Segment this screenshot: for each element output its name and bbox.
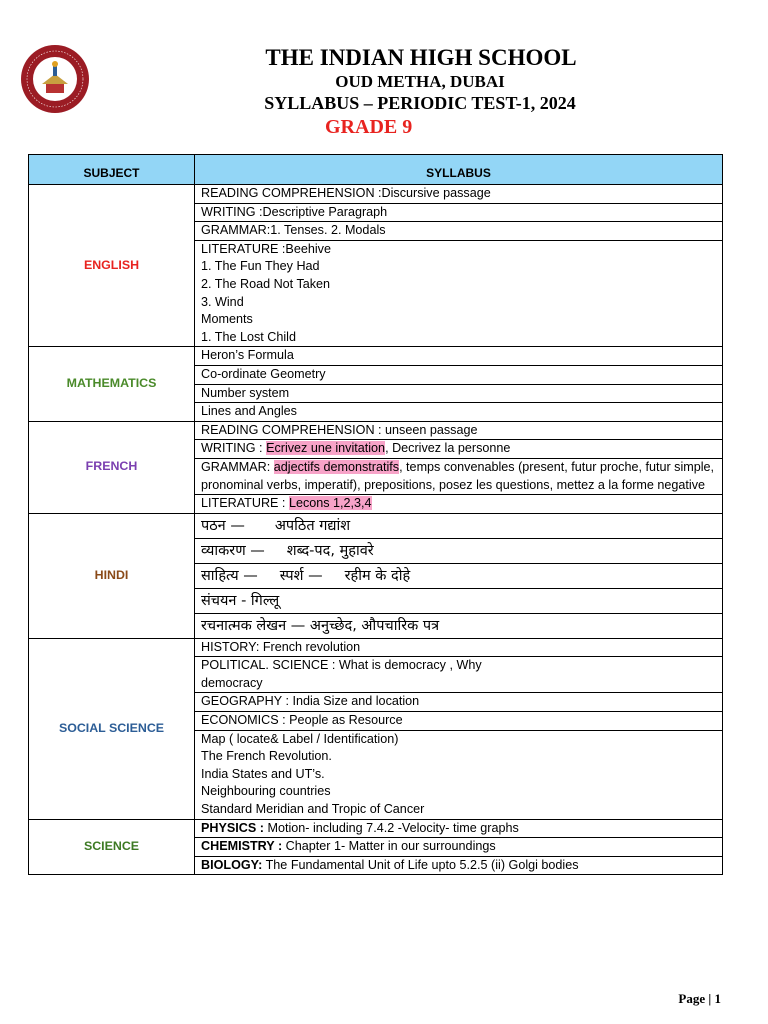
text: Motion- including 7.4.2 -Velocity- time graphs — [263, 820, 519, 835]
syllabus-cell: READING COMPREHENSION : unseen passage — [195, 421, 723, 440]
line: Map ( locate& Label / Identification) — [201, 731, 399, 746]
syllabus-column-header: SYLLABUS — [195, 155, 723, 185]
text: पठन — — [201, 517, 245, 534]
line: 1. The Lost Child — [201, 329, 296, 344]
table-row — [29, 421, 723, 440]
school-location: OUD METHA, DUBAI — [335, 72, 505, 91]
label: CHEMISTRY : — [201, 839, 283, 854]
syllabus-cell: WRITING :Descriptive Paragraph — [195, 203, 723, 222]
exam-title: SYLLABUS – PERIODIC TEST-1, 2024 — [264, 93, 576, 113]
table-row — [29, 819, 723, 838]
text: Chapter 1- Matter in our surroundings — [282, 839, 496, 854]
text: स्पर्श — — [279, 567, 323, 584]
highlighted-text: Ecrivez une invitation — [266, 441, 386, 456]
school-name: THE INDIAN HIGH SCHOOL — [265, 45, 577, 70]
syllabus-cell-literature — [195, 240, 723, 347]
syllabus-cell — [195, 657, 723, 693]
label: BIOLOGY: — [201, 857, 263, 872]
text: The Fundamental Unit of Life upto 5.2.5 (ii) Golgi bodies — [262, 857, 579, 872]
syllabus-cell: Lines and Angles — [195, 403, 723, 422]
syllabus-cell — [195, 513, 723, 538]
subject-social-science: SOCIAL SCIENCE — [29, 638, 195, 819]
subject-science: SCIENCE — [29, 819, 195, 875]
text: , Decrivez la personne — [385, 441, 511, 456]
subject-hindi: HINDI — [29, 513, 195, 638]
document-header — [160, 44, 680, 140]
line: POLITICAL. SCIENCE : What is democracy , Why — [201, 658, 482, 673]
syllabus-cell — [195, 440, 723, 459]
text: अपठित गद्यांश — [274, 517, 351, 534]
highlighted-text: adjectifs demonstratifs — [273, 459, 400, 474]
syllabus-cell: Heron’s Formula — [195, 347, 723, 366]
line: Neighbouring countries — [201, 784, 331, 799]
line: 1. The Fun They Had — [201, 259, 320, 274]
line: Standard Meridian and Tropic of Cancer — [201, 802, 425, 817]
syllabus-cell: Number system — [195, 384, 723, 403]
text: , temps convenables (present, futur proche, futur simple, pronominal verbs, imperatif), prepositions, posez les questions, mettez a la forme negative — [201, 459, 715, 492]
school-crest-logo — [20, 44, 90, 114]
label: WRITING : — [201, 441, 267, 456]
line: LITERATURE :Beehive — [201, 241, 331, 256]
syllabus-cell — [195, 563, 723, 588]
label: PHYSICS : — [201, 820, 264, 835]
table-row — [29, 185, 723, 204]
syllabus-cell: Co-ordinate Geometry — [195, 365, 723, 384]
syllabus-cell — [195, 458, 723, 494]
syllabus-cell: HISTORY: French revolution — [195, 638, 723, 657]
syllabus-cell: ECONOMICS : People as Resource — [195, 712, 723, 731]
line: 2. The Road Not Taken — [201, 276, 331, 291]
syllabus-cell — [195, 856, 723, 875]
subject-column-header: SUBJECT — [29, 155, 195, 185]
syllabus-cell — [195, 538, 723, 563]
table-header-row — [29, 155, 723, 185]
syllabus-cell: GEOGRAPHY : India Size and location — [195, 693, 723, 712]
syllabus-cell: READING COMPREHENSION :Discursive passage — [195, 185, 723, 204]
table-row — [29, 638, 723, 657]
text: शब्द-पद, मुहावरे — [286, 542, 374, 559]
line: The French Revolution. — [201, 749, 332, 764]
syllabus-cell: GRAMMAR:1. Tenses. 2. Modals — [195, 222, 723, 241]
syllabus-cell — [195, 819, 723, 838]
syllabus-cell: संचयन - गिल्लू — [195, 588, 723, 613]
highlighted-text: Lecons 1,2,3,4 — [288, 496, 372, 511]
page-number: Page | 1 — [678, 991, 721, 1006]
syllabus-table — [28, 154, 723, 875]
label: GRAMMAR: — [201, 459, 274, 474]
text: रहीम के दोहे — [344, 567, 411, 584]
line: Moments — [201, 312, 253, 327]
grade-title: GRADE 9 — [325, 116, 413, 138]
line: democracy — [201, 675, 263, 690]
syllabus-cell — [195, 495, 723, 514]
syllabus-cell — [195, 838, 723, 857]
syllabus-cell: रचनात्मक लेखन — अनुच्छेद, औपचारिक पत्र — [195, 613, 723, 638]
line: 3. Wind — [201, 294, 244, 309]
syllabus-cell — [195, 730, 723, 819]
text: साहित्य — — [201, 567, 258, 584]
text: व्याकरण — — [201, 542, 265, 559]
subject-mathematics: MATHEMATICS — [29, 347, 195, 421]
line: India States and UT’s. — [201, 766, 325, 781]
label: LITERATURE : — [201, 496, 289, 511]
subject-english: ENGLISH — [29, 185, 195, 347]
subject-french: FRENCH — [29, 421, 195, 513]
table-row — [29, 347, 723, 366]
table-row — [29, 513, 723, 538]
